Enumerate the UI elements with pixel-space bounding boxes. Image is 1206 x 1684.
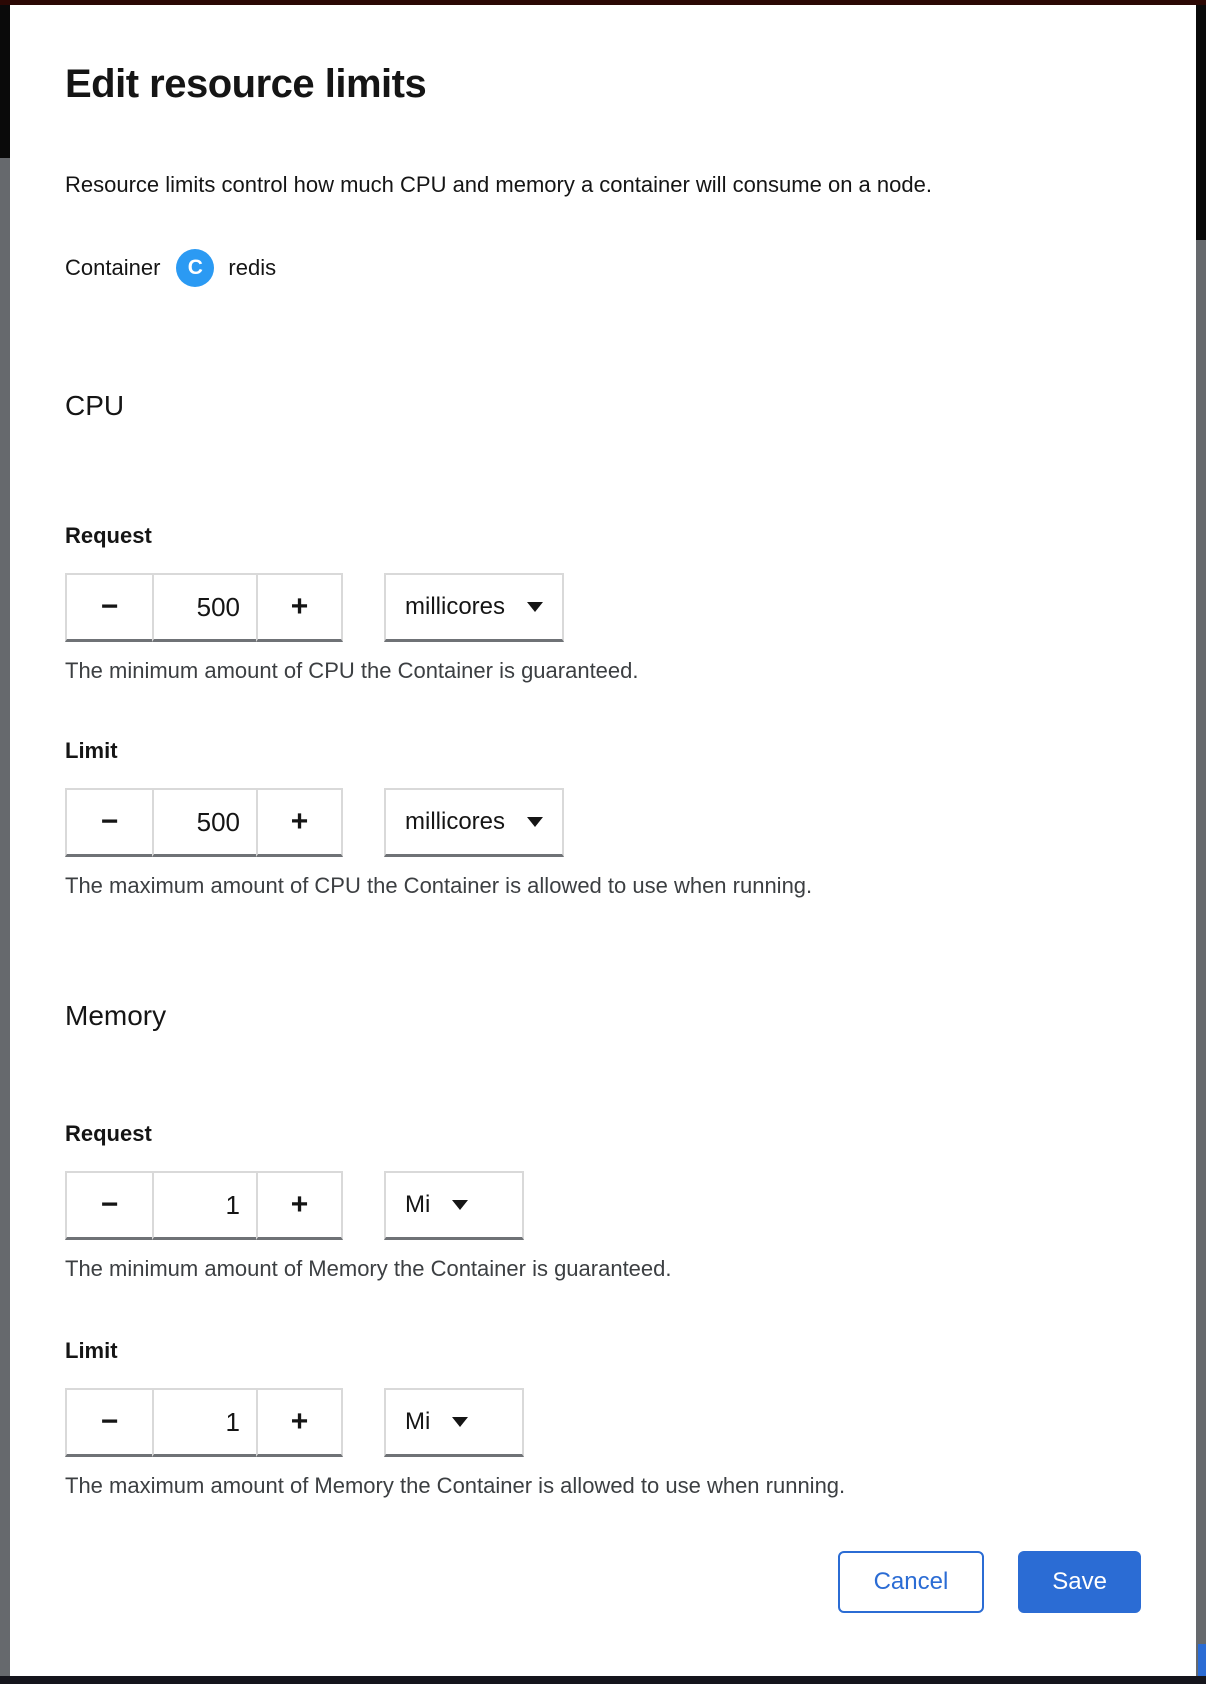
memory-request-unit-select[interactable]	[384, 1171, 524, 1240]
masthead-edge-left	[0, 5, 10, 158]
cpu-limit-helper-text: The maximum amount of CPU the Container is allowed to use when running.	[65, 873, 813, 898]
memory-limit-label: Limit	[65, 1338, 118, 1363]
cpu-limit-value-input[interactable]: 500	[152, 788, 258, 857]
memory-request-spinner	[65, 1171, 343, 1240]
section-heading-cpu: CPU	[65, 390, 125, 421]
minus-button[interactable]	[65, 1388, 154, 1457]
modal-footer	[65, 1551, 1141, 1613]
memory-request-controls	[65, 1171, 1141, 1240]
caret-down-icon	[452, 1200, 468, 1210]
minus-button[interactable]	[65, 788, 154, 857]
caret-down-icon	[452, 1417, 468, 1427]
cpu-request-helper-text: The minimum amount of CPU the Container is guaranteed.	[65, 658, 639, 683]
caret-down-icon	[527, 602, 543, 612]
section-heading-memory: Memory	[65, 1000, 167, 1031]
memory-request-label: Request	[65, 1121, 152, 1146]
memory-request-helper-text: The minimum amount of Memory the Container is guaranteed.	[65, 1256, 672, 1281]
cpu-limit-controls	[65, 788, 1141, 857]
memory-limit-controls	[65, 1388, 1141, 1457]
plus-button[interactable]	[256, 573, 343, 642]
plus-button[interactable]	[256, 1171, 343, 1240]
cpu-request-unit-select[interactable]	[384, 573, 564, 642]
container-label: Container	[65, 255, 161, 280]
plus-icon: +	[290, 1188, 309, 1221]
masthead-edge-right	[1196, 5, 1206, 240]
cpu-request-value-input[interactable]: 500	[152, 573, 258, 642]
minus-icon: −	[100, 805, 119, 838]
minus-button[interactable]	[65, 1171, 154, 1240]
caret-down-icon	[527, 817, 543, 827]
cancel-button[interactable]: Cancel	[838, 1551, 985, 1613]
plus-icon: +	[290, 1405, 309, 1438]
memory-request-value-input[interactable]: 1	[152, 1171, 258, 1240]
unit-select-value: millicores	[405, 593, 506, 620]
modal-title: Edit resource limits	[65, 62, 427, 106]
minus-button[interactable]	[65, 573, 154, 642]
page-right-edge	[1196, 5, 1206, 1684]
container-badge-icon: C	[176, 249, 214, 287]
cpu-request-label: Request	[65, 523, 152, 548]
cpu-limit-spinner	[65, 788, 343, 857]
container-row	[65, 249, 1141, 287]
plus-button[interactable]	[256, 788, 343, 857]
edit-resource-limits-modal	[10, 5, 1196, 1676]
memory-limit-spinner	[65, 1388, 343, 1457]
memory-limit-value-input[interactable]: 1	[152, 1388, 258, 1457]
page-edge-accent	[1198, 1644, 1206, 1676]
plus-icon: +	[290, 805, 309, 838]
cpu-request-spinner	[65, 573, 343, 642]
minus-icon: −	[100, 590, 119, 623]
cpu-limit-unit-select[interactable]	[384, 788, 564, 857]
save-button[interactable]: Save	[1018, 1551, 1141, 1613]
cpu-request-controls	[65, 573, 1141, 642]
minus-icon: −	[100, 1188, 119, 1221]
unit-select-value: Mi	[405, 1191, 431, 1218]
plus-button[interactable]	[256, 1388, 343, 1457]
memory-limit-unit-select[interactable]	[384, 1388, 524, 1457]
unit-select-value: millicores	[405, 808, 506, 835]
plus-icon: +	[290, 590, 309, 623]
page-left-edge	[0, 5, 10, 1684]
modal-description: Resource limits control how much CPU and memory a container will consume on a node.	[65, 172, 932, 197]
memory-limit-helper-text: The maximum amount of Memory the Container is allowed to use when running.	[65, 1473, 846, 1498]
page-bottom-bar	[0, 1676, 1206, 1684]
page-body-edge-left	[0, 158, 10, 1684]
minus-icon: −	[100, 1405, 119, 1438]
container-name: redis	[228, 255, 277, 280]
unit-select-value: Mi	[405, 1408, 431, 1435]
page-body-edge-right	[1196, 240, 1206, 1684]
cpu-limit-label: Limit	[65, 738, 118, 763]
